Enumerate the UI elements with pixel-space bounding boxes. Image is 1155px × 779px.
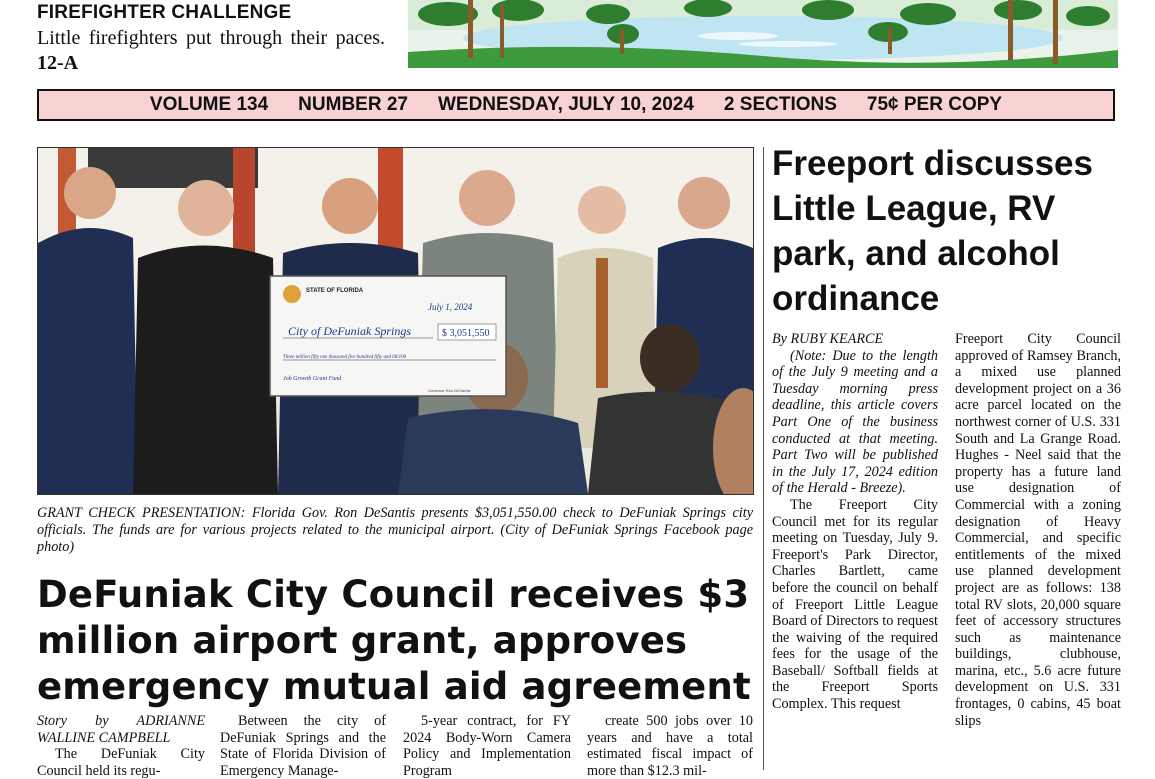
copy-price: 75¢ PER COPY <box>866 94 1003 115</box>
right-story-note: (Note: Due to the length of the July 9 meeting and a Tuesday morning press deadline, this article covers Part One of the business conducted at that meeting. Part Two will be published in the July 17, 2024 edition of the Herald - Breeze). <box>772 347 938 497</box>
left-story-col2-text: Between the city of DeFuniak Springs and the State of Florida Division of Emergency Manage- <box>220 713 386 779</box>
column-divider <box>763 147 764 770</box>
left-story-col2 <box>220 713 386 779</box>
left-story-col3 <box>403 713 571 779</box>
issue-date: WEDNESDAY, JULY 10, 2024 <box>437 94 694 115</box>
left-story-col1-text: The DeFuniak City Council held its regu- <box>37 746 205 779</box>
check-header: STATE OF FLORIDA <box>306 288 364 294</box>
photo-illustration <box>38 148 753 494</box>
right-story-byline: By RUBY KEARCE <box>772 331 884 347</box>
left-story-byline: Story by ADRIANNE WALLINE CAMPBELL <box>37 713 205 746</box>
left-story-col4-text: create 500 jobs over 10 years and have a total estimated fiscal impact of more than $12.3 mil- <box>587 713 753 779</box>
check-amount-words: Three million fifty one thousand five hundred fifty and 00/100 <box>283 355 407 360</box>
right-story-col1 <box>772 331 938 713</box>
grant-check <box>270 276 506 396</box>
check-payee: City of DeFuniak Springs <box>288 324 411 338</box>
teaser-page-ref: 12-A <box>37 52 79 74</box>
masthead-illustration <box>408 0 1118 68</box>
left-story-headline[interactable]: DeFuniak City Council receives $3 million airport grant, approves emergency mutual aid agreement <box>37 573 751 708</box>
check-signer: Governor Ron DeSantis <box>428 388 471 393</box>
sections-count: 2 SECTIONS <box>723 94 837 115</box>
check-date: July 1, 2024 <box>428 302 473 312</box>
grant-check-photo[interactable] <box>37 147 754 495</box>
teaser-body[interactable] <box>37 26 385 76</box>
issue-info-bar <box>37 89 1115 121</box>
check-memo: Job Growth Grant Fund <box>283 376 342 382</box>
photo-caption: GRANT CHECK PRESENTATION: Florida Gov. Ron DeSantis presents $3,051,550.00 check to DeFuniak Springs city officials. The funds are for various projects related to the municipal airport. (City of DeFuniak Springs Facebook page photo) <box>37 505 753 555</box>
right-story-col1-text: The Freeport City Council met for its regular meeting on Tuesday, July 9. Freeport's Park Director, Charles Bartlett, came before the council on behalf of Freeport Little League Board of Directors to request the waiving of the required fees for the usage of the Baseball/ Softball fields at the Freeport Sports Complex. This request <box>772 496 938 713</box>
right-story-col2 <box>955 331 1121 729</box>
right-story-col2-text: Freeport City Council approved of Ramsey Branch, a mixed use planned development project on a 36 acre parcel located on the northwest corner of U.S. 331 South and La Grange Road. Hughes - Neel said that the property has a future land use designation of Commercial with a zoning designation of Heavy Commercial, and specific entitlements of the mixed use planned development project are as follows: 138 total RV slots, 20,000 square feet of accessory structures such as maintenance buildings, clubhouse, marina, etc., 5.6 acre future development on U.S. 331 frontages, 0 cabins, 45 boat slips <box>955 331 1121 729</box>
left-story-col3-text: 5-year contract, for FY 2024 Body-Worn Camera Policy and Implementation Program <box>403 713 571 779</box>
check-amount: $ 3,051,550 <box>442 328 490 339</box>
teaser-text: Little firefighters put through their paces. <box>37 27 385 49</box>
teaser-kicker: FIREFIGHTER CHALLENGE <box>37 2 292 23</box>
left-story-col1 <box>37 713 205 779</box>
right-story-headline[interactable]: Freeport discusses Little League, RV park, and alcohol ordinance <box>772 144 1093 318</box>
volume-label: VOLUME 134 <box>149 94 269 115</box>
left-story-col4 <box>587 713 753 779</box>
issue-number: NUMBER 27 <box>298 94 408 115</box>
